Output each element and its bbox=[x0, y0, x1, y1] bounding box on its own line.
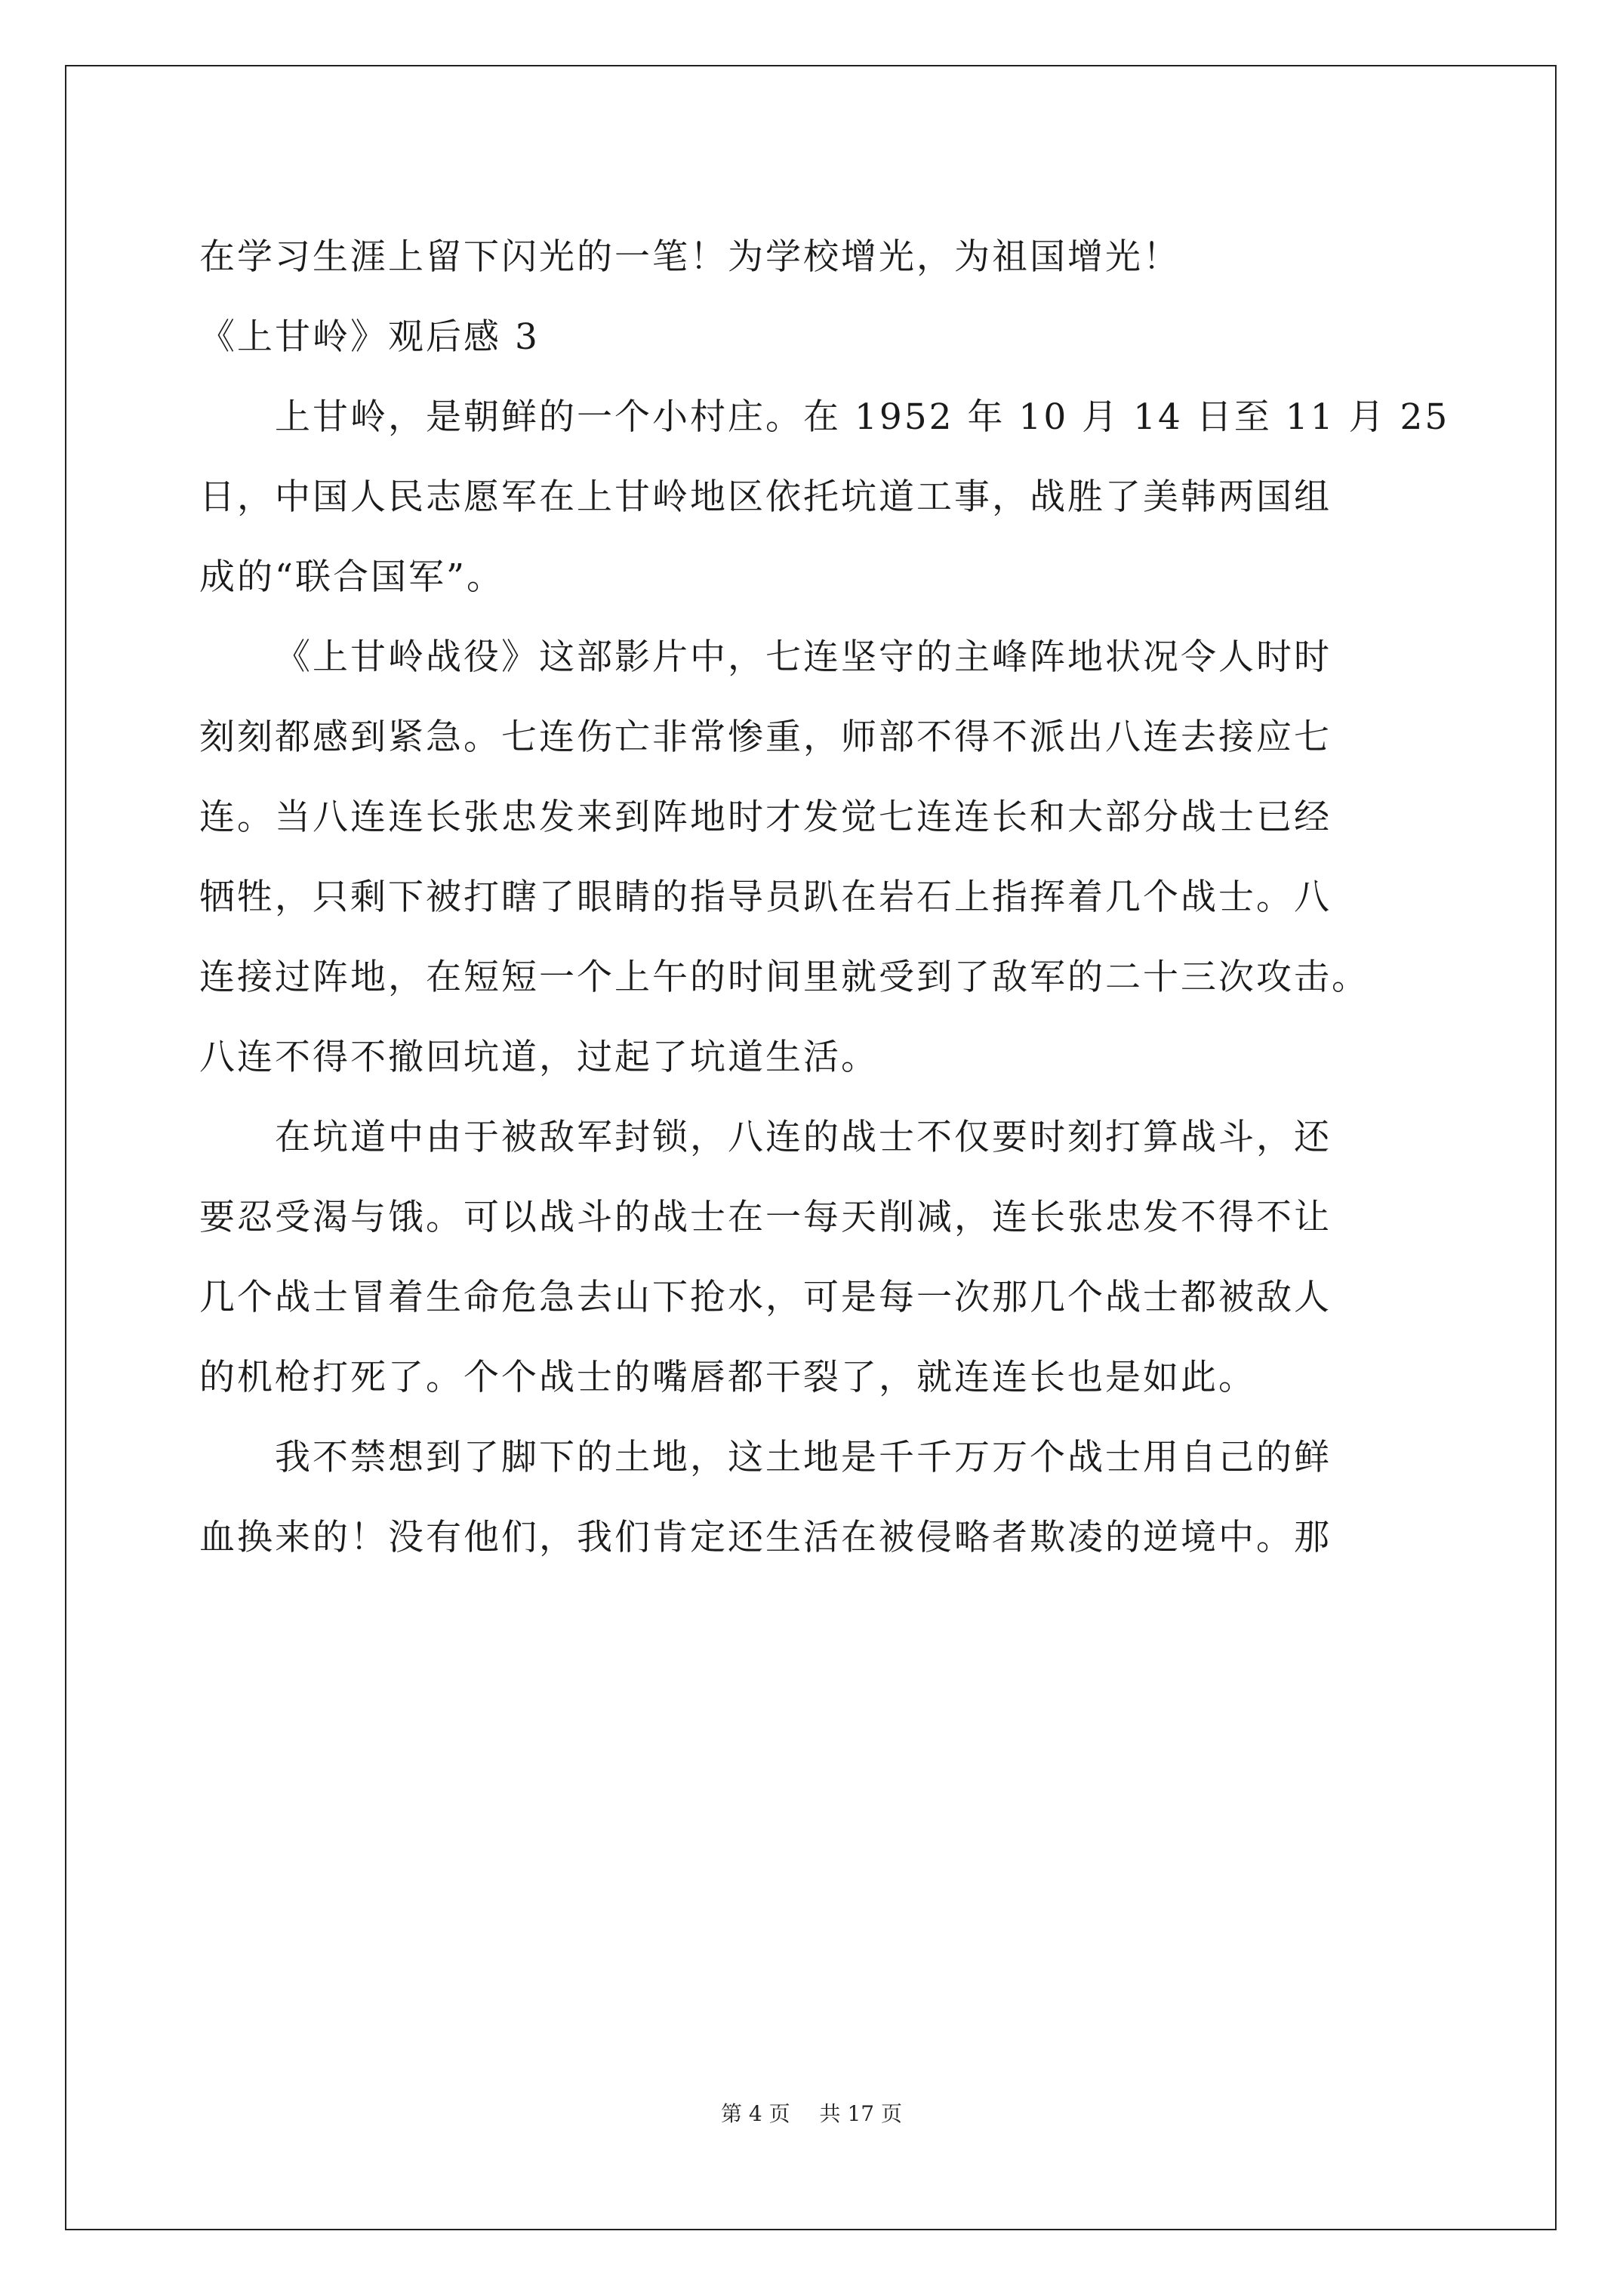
text-line: 上甘岭，是朝鲜的一个小村庄。在 1952 年 10 月 14 日至 11 月 25 bbox=[275, 396, 1450, 438]
text-line: 《上甘岭战役》这部影片中，七连坚守的主峰阵地状况令人时时 bbox=[275, 636, 1332, 678]
text-line: 我不禁想到了脚下的土地，这土地是千千万万个战士用自己的鲜 bbox=[275, 1437, 1332, 1478]
text-line: 连接过阵地，在短短一个上午的时间里就受到了敌军的二十三次攻击。 bbox=[199, 957, 1369, 998]
text-line: 在坑道中由于被敌军封锁，八连的战士不仅要时刻打算战斗，还 bbox=[275, 1117, 1332, 1158]
text-line: 要忍受渴与饿。可以战斗的战士在一每天削减，连长张忠发不得不让 bbox=[199, 1197, 1332, 1238]
text-line: 几个战士冒着生命危急去山下抢水，可是每一次那几个战士都被敌人 bbox=[199, 1277, 1332, 1318]
text-line: 的机枪打死了。个个战士的嘴唇都干裂了，就连连长也是如此。 bbox=[199, 1357, 1256, 1398]
text-line: 连。当八连连长张忠发来到阵地时才发觉七连连长和大部分战士已经 bbox=[199, 797, 1332, 838]
text-line: 八连不得不撤回坑道，过起了坑道生活。 bbox=[199, 1037, 879, 1078]
text-line: 成的“联合国军”。 bbox=[199, 556, 505, 598]
text-line: 日，中国人民志愿军在上甘岭地区依托坑道工事，战胜了美韩两国组 bbox=[199, 476, 1332, 518]
text-line: 刻刻都感到紧急。七连伤亡非常惨重，师部不得不派出八连去接应七 bbox=[199, 717, 1332, 758]
page-total: 共 17 页 bbox=[819, 2101, 902, 2126]
section-title: 《上甘岭》观后感 3 bbox=[199, 316, 540, 358]
page-number: 第 4 页 bbox=[721, 2101, 790, 2126]
page-footer bbox=[0, 2099, 1623, 2129]
document-body bbox=[199, 217, 1450, 1578]
text-line: 在学习生涯上留下闪光的一笔！为学校增光，为祖国增光！ bbox=[199, 236, 1181, 278]
text-line: 牺牲，只剩下被打瞎了眼睛的指导员趴在岩石上指挥着几个战士。八 bbox=[199, 877, 1332, 918]
text-line: 血换来的！没有他们，我们肯定还生活在被侵略者欺凌的逆境中。那 bbox=[199, 1517, 1332, 1558]
